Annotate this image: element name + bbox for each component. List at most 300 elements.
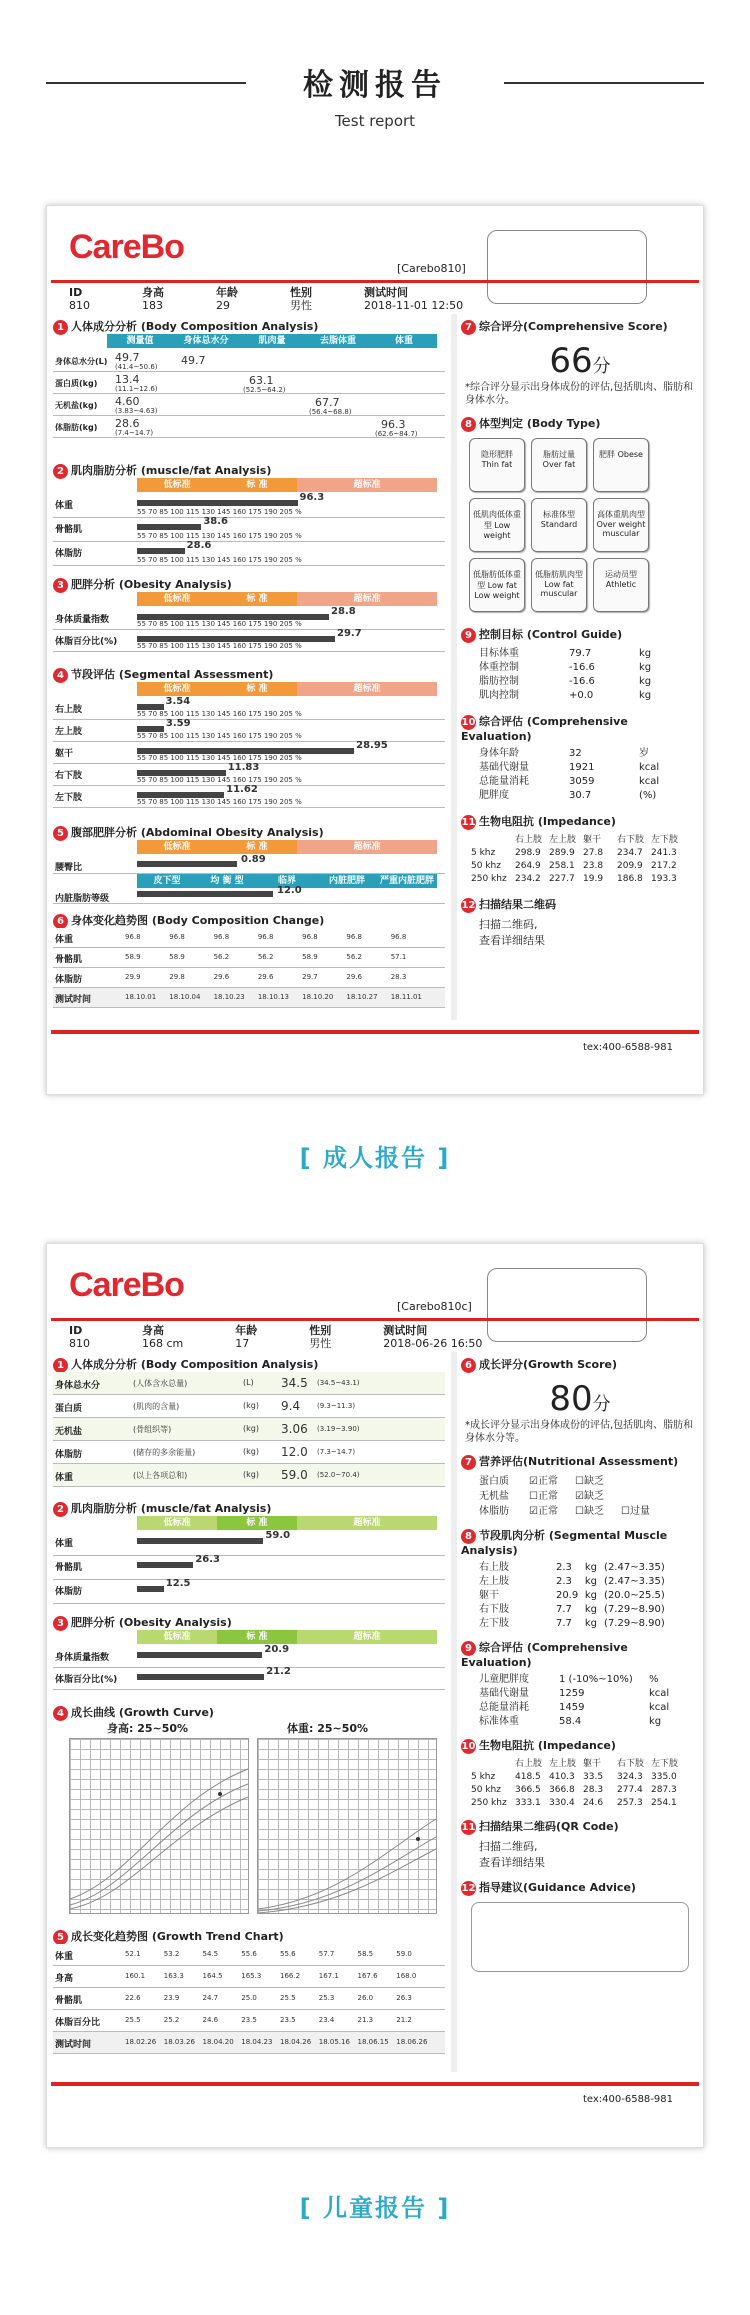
body-type-box: 肥胖 Obese xyxy=(593,438,649,492)
trend-value: 57.7 xyxy=(318,1950,335,1958)
muscle-value: 63.1 xyxy=(249,374,274,387)
value-bar xyxy=(137,1586,164,1592)
control-guide xyxy=(461,643,699,707)
bar-value: 59.0 xyxy=(265,1530,291,1541)
report-header xyxy=(0,60,750,130)
value-bar xyxy=(137,524,201,530)
band-label: 皮下型 xyxy=(137,874,197,888)
kv-cell: 目标体重 xyxy=(479,648,519,659)
info-label: 年龄 xyxy=(235,1324,258,1337)
composition-row xyxy=(53,1418,445,1441)
info-field xyxy=(69,286,116,312)
trend-value: 58.9 xyxy=(302,953,318,961)
impedance-cell: 209.9 xyxy=(617,861,643,871)
band-header xyxy=(137,592,437,606)
row-value: 34.5 xyxy=(281,1376,308,1390)
impedance-header xyxy=(471,834,689,847)
impedance-cell: 366.8 xyxy=(549,1785,575,1795)
column-divider xyxy=(451,1352,457,2072)
trend-value: 26.3 xyxy=(396,1994,412,2002)
kv-cell: -16.6 xyxy=(569,676,595,687)
score-note: *成长评分显示出身体成份的评估,包括肌肉、脂肪和身体水分等。 xyxy=(465,1420,694,1444)
trend-value: 55.6 xyxy=(280,1950,296,1958)
band-header xyxy=(137,478,437,492)
kv-row xyxy=(479,1701,681,1715)
band-label: 标 准 xyxy=(217,478,297,492)
nutrition-cell: ☑缺乏 xyxy=(575,1491,604,1502)
kv-cell: 7.7 xyxy=(555,1604,572,1615)
nutrition-cell: ☐缺乏 xyxy=(575,1506,604,1517)
row-label: 体脂肪 xyxy=(55,1587,83,1597)
trend-row xyxy=(53,1944,445,1966)
nutrition-cell xyxy=(621,1474,667,1489)
trend-value: 164.5 xyxy=(202,1972,223,1980)
row-value: 9.4 xyxy=(281,1399,301,1413)
muscle-fat-table xyxy=(53,478,445,568)
kv-cell: kg xyxy=(639,690,652,701)
trend-value: 58.9 xyxy=(169,953,185,961)
kv-cell: 躯干 xyxy=(479,1590,499,1601)
impedance-col: 右下肢 xyxy=(617,835,645,845)
score: 66分 xyxy=(549,341,611,381)
kv-cell: -16.6 xyxy=(569,662,595,673)
scale-ticks: 55 70 85 100 115 130 145 160 175 190 205 % xyxy=(137,710,302,718)
section-title: 11 生物电阻抗 (Impedance) xyxy=(461,815,616,828)
impedance-col: 躯干 xyxy=(583,1759,602,1769)
row-unit: (L) xyxy=(243,1378,254,1387)
nutrition-cell: ☐正常 xyxy=(529,1491,558,1502)
trend-value: 59.0 xyxy=(396,1950,412,1958)
trend-value: 53.2 xyxy=(163,1950,180,1958)
band-label: 超标准 xyxy=(297,478,437,492)
trend-value: 18.04.20 xyxy=(202,2038,234,2046)
impedance-cell: 257.3 xyxy=(617,1798,643,1808)
band-label: 低标准 xyxy=(137,840,217,854)
trend-row xyxy=(53,968,445,988)
trend-value: 57.1 xyxy=(390,953,407,961)
bar-value: 28.95 xyxy=(356,740,388,751)
bar-value: 20.9 xyxy=(264,1644,290,1655)
section-title: 12 扫描结果二维码 xyxy=(461,898,556,911)
info-field xyxy=(290,286,338,312)
trend-value: 25.3 xyxy=(318,1994,335,2002)
trend-value: 18.06.26 xyxy=(396,2038,428,2046)
kv-cell: 身体年龄 xyxy=(479,748,519,759)
trend-value: 168.0 xyxy=(396,1972,417,1980)
brand-logo: CareBo xyxy=(69,228,184,266)
body-type-box: 隐形肥胖 Thin fat xyxy=(469,438,525,492)
weight-growth-chart xyxy=(257,1738,437,1914)
section-title: 10 综合评估 (Comprehensive Evaluation) xyxy=(461,715,628,743)
bar-value: 38.6 xyxy=(203,516,229,527)
scale-ticks: 55 70 85 100 115 130 145 160 175 190 205 % xyxy=(137,732,302,740)
telephone: tex:400-6588-981 xyxy=(582,2094,673,2105)
info-value: 810 xyxy=(69,299,90,312)
section-title: 10 生物电阻抗 (Impedance) xyxy=(461,1739,616,1752)
impedance-cell: 33.5 xyxy=(583,1772,604,1782)
trend-value: 25.5 xyxy=(280,1994,296,2002)
trend-value: 163.3 xyxy=(163,1972,184,1980)
bar-row xyxy=(53,1580,445,1604)
trend-value: 18.02.26 xyxy=(125,2038,157,2046)
trend-value: 24.6 xyxy=(202,2016,219,2024)
col-header: 肌肉量 xyxy=(239,334,305,348)
kv-cell: 3059 xyxy=(569,776,595,787)
row-label: 体脂百分比(%) xyxy=(55,637,118,647)
value-bar xyxy=(137,861,237,867)
composition-row xyxy=(53,1441,445,1464)
band-label: 低标准 xyxy=(137,1630,217,1644)
value-bar xyxy=(137,1674,264,1680)
scale-ticks: 55 70 85 100 115 130 145 160 175 190 205 % xyxy=(137,620,302,628)
band-label: 超标准 xyxy=(297,1516,437,1530)
body-type-grid xyxy=(461,432,699,618)
info-value: 2018-11-01 12:50 xyxy=(364,299,464,312)
impedance-cell: 186.8 xyxy=(617,874,643,884)
band-label: 标 准 xyxy=(217,840,297,854)
kv-cell: +0.0 xyxy=(569,690,594,701)
impedance-header xyxy=(471,1758,689,1771)
nutrition-cell: ☑正常 xyxy=(529,1476,558,1487)
trend-value: 96.8 xyxy=(125,933,141,941)
trend-value: 18.11.01 xyxy=(390,993,422,1001)
kv-row xyxy=(479,747,681,761)
trend-value: 58.5 xyxy=(357,1950,374,1958)
band-label: 标 准 xyxy=(217,682,297,696)
adult-caption: [ 成人报告 ] xyxy=(299,1144,451,1172)
kv-cell: 2.3 xyxy=(555,1576,572,1587)
qr-text: 扫描二维码, 查看详细结果 xyxy=(479,918,545,947)
trend-value: 96.8 xyxy=(213,933,230,941)
info-field xyxy=(142,1324,209,1350)
info-value: 男性 xyxy=(290,299,312,312)
bar-row xyxy=(53,764,445,786)
nutrition-cell: ☐过量 xyxy=(621,1506,650,1517)
section-title: 5 腹部肥胖分析 (Abdominal Obesity Analysis) xyxy=(53,824,324,841)
section-title: 6 成长评分(Growth Score) xyxy=(461,1356,699,1373)
info-value: 29 xyxy=(216,299,230,312)
row-label: 骨骼肌 xyxy=(55,1563,83,1573)
section-title: 9 综合评估 (Comprehensive Evaluation) xyxy=(461,1641,628,1669)
bar-value: 3.59 xyxy=(165,718,191,729)
row-desc: (肌肉的含量) xyxy=(133,1402,180,1411)
row-range: (52.0~70.4) xyxy=(317,1471,360,1479)
body-type-box: 低脂肪低体重型 Low fat Low weight xyxy=(469,558,525,612)
trend-value: 29.7 xyxy=(302,973,318,981)
band-label: 低标准 xyxy=(137,682,217,696)
trend-value: 18.06.15 xyxy=(357,2038,389,2046)
section-title: 4 节段评估 (Segmental Assessment) xyxy=(53,666,273,683)
info-field xyxy=(235,1324,283,1350)
kv-row xyxy=(479,1589,681,1603)
trend-table xyxy=(53,1944,445,2054)
row-value: 49.7 xyxy=(115,351,140,364)
bar-value: 12.5 xyxy=(165,1578,191,1589)
kv-cell: 79.7 xyxy=(569,648,592,659)
row-value: 12.0 xyxy=(281,1445,308,1459)
impedance-cell: 298.9 xyxy=(515,848,541,858)
impedance-row xyxy=(471,860,689,873)
row-range: (41.4~50.6) xyxy=(115,363,158,371)
band-label: 均 衡 型 xyxy=(197,874,257,888)
row-label: 身体质量指数 xyxy=(55,615,110,625)
band-label: 超标准 xyxy=(297,1630,437,1644)
trend-value: 28.3 xyxy=(390,973,407,981)
row-label: 体重 xyxy=(55,501,74,511)
kv-cell: (%) xyxy=(639,790,657,801)
row-unit: (kg) xyxy=(243,1447,259,1456)
impedance-cell: 330.4 xyxy=(549,1798,575,1808)
kv-cell: % xyxy=(649,1674,659,1685)
kv-cell: 脂肪控制 xyxy=(479,676,519,687)
nutrition-cell: 无机盐 xyxy=(479,1491,509,1502)
impedance-cell: 241.3 xyxy=(651,848,677,858)
impedance-col: 左下肢 xyxy=(651,835,679,845)
kv-cell: 儿童肥胖度 xyxy=(479,1674,529,1685)
impedance-cell: 27.8 xyxy=(583,848,604,858)
bar-value: 28.6 xyxy=(186,540,212,551)
kv-cell: kg xyxy=(584,1604,597,1615)
trend-value: 18.05.16 xyxy=(318,2038,350,2046)
impedance-cell: 23.8 xyxy=(583,861,604,871)
body-composition-table xyxy=(53,1372,445,1490)
info-value: 183 xyxy=(142,299,163,312)
impedance-cell: 234.2 xyxy=(515,874,541,884)
trend-value: 167.6 xyxy=(357,1972,378,1980)
impedance-row xyxy=(471,1771,689,1784)
obesity-table xyxy=(53,592,445,654)
kv-cell: 标准体重 xyxy=(479,1716,519,1727)
muscle-range: (52.5~64.2) xyxy=(243,386,286,394)
trend-row xyxy=(53,928,445,948)
bar-value: 11.83 xyxy=(227,762,260,773)
impedance-cell: 50 khz xyxy=(471,861,501,871)
band-label: 标 准 xyxy=(217,1630,297,1644)
kv-cell: 右下肢 xyxy=(479,1604,509,1615)
kv-cell: (2.47~3.35) xyxy=(604,1562,665,1573)
comprehensive-evaluation xyxy=(461,743,699,807)
impedance-table xyxy=(461,830,699,890)
col-header: 体重 xyxy=(371,334,437,348)
trend-value: 25.5 xyxy=(125,2016,141,2024)
trend-value: 56.2 xyxy=(213,953,230,961)
child-report-card xyxy=(46,1243,704,2148)
bar-value: 26.3 xyxy=(195,1554,221,1565)
kv-cell: 肌肉控制 xyxy=(479,690,519,701)
trend-value: 96.8 xyxy=(346,933,363,941)
bar-value: 29.7 xyxy=(337,628,362,639)
scale-ticks: 55 70 85 100 115 130 145 160 175 190 205 % xyxy=(137,508,302,516)
right-column xyxy=(461,318,699,953)
impedance-cell: 333.1 xyxy=(515,1798,541,1808)
band-header xyxy=(137,682,437,696)
bar-row xyxy=(53,608,445,630)
trend-value: 29.6 xyxy=(213,973,230,981)
impedance-col: 右下肢 xyxy=(617,1759,645,1769)
comprehensive-evaluation xyxy=(461,1669,699,1733)
trend-value: 23.9 xyxy=(163,1994,180,2002)
row-desc: (骨组织等) xyxy=(133,1425,172,1434)
impedance-cell: 289.9 xyxy=(549,848,575,858)
impedance-row xyxy=(471,873,689,886)
footer-line xyxy=(51,2082,699,2086)
bar-row xyxy=(53,698,445,720)
row-label: 体脂肪(kg) xyxy=(55,423,98,432)
scale-ticks: 55 70 85 100 115 130 145 160 175 190 205 % xyxy=(137,798,302,806)
kv-cell: kcal xyxy=(639,776,660,787)
col-header: 身体总水分 xyxy=(173,334,239,348)
bar-row xyxy=(53,742,445,764)
info-label: 测试时间 xyxy=(383,1324,428,1337)
row-label: 体重 xyxy=(55,1952,74,1962)
nutrition-cell: 体脂肪 xyxy=(479,1506,509,1517)
trend-row xyxy=(53,1966,445,1988)
trend-value: 29.9 xyxy=(125,973,141,981)
value-bar xyxy=(137,500,298,506)
bar-row xyxy=(53,518,445,542)
band-label: 标 准 xyxy=(217,592,297,606)
row-desc: (以上各项总和) xyxy=(133,1471,188,1480)
trend-value: 25.0 xyxy=(241,1994,257,2002)
row-label: 身体总水分(L) xyxy=(55,357,108,366)
trend-value: 22.6 xyxy=(125,1994,141,2002)
row-label: 身体总水分 xyxy=(55,1381,101,1391)
info-field xyxy=(309,1324,357,1350)
row-label: 体脂百分比 xyxy=(55,2018,101,2028)
section-title: 9 控制目标 (Control Guide) xyxy=(461,626,699,643)
kv-cell: (7.29~8.90) xyxy=(604,1618,665,1629)
kv-row xyxy=(479,1617,681,1631)
row-value: 59.0 xyxy=(281,1468,308,1482)
trend-value: 21.2 xyxy=(396,2016,412,2024)
kv-row xyxy=(479,775,681,789)
trend-value: 56.2 xyxy=(257,953,274,961)
obesity-table xyxy=(53,1630,445,1692)
kv-cell: kg xyxy=(584,1590,597,1601)
row-value: 28.6 xyxy=(115,417,140,430)
row-unit: (kg) xyxy=(243,1424,259,1433)
row-range: (7.4~14.7) xyxy=(115,429,154,437)
kv-cell: 左上肢 xyxy=(479,1576,509,1587)
bar-row xyxy=(53,630,445,652)
impedance-cell: 193.3 xyxy=(651,874,677,884)
trend-value: 29.6 xyxy=(257,973,274,981)
impedance-cell: 258.1 xyxy=(549,861,575,871)
bar-row xyxy=(53,494,445,518)
header-line-left xyxy=(46,82,246,84)
section-title: 8 节段肌肉分析 (Segmental Muscle Analysis) xyxy=(461,1529,668,1557)
kv-cell: 1 (-10%~10%) xyxy=(559,1674,633,1685)
kv-row xyxy=(479,661,681,675)
kv-cell: 左下肢 xyxy=(479,1618,509,1629)
kv-cell: kg xyxy=(584,1562,597,1573)
kv-row xyxy=(479,647,681,661)
row-label: 内脏脂肪等级 xyxy=(55,894,110,904)
value-bar xyxy=(137,1562,193,1568)
segmental-table xyxy=(53,682,445,814)
kv-cell: 岁 xyxy=(639,748,649,759)
impedance-cell: 5 khz xyxy=(471,1772,496,1782)
trend-value: 160.1 xyxy=(125,1972,146,1980)
trend-row xyxy=(53,1988,445,2010)
scale-ticks: 55 70 85 100 115 130 145 160 175 190 205 % xyxy=(137,754,302,762)
bar-row xyxy=(53,542,445,566)
kv-cell: 总能量消耗 xyxy=(479,1702,529,1713)
composition-row xyxy=(53,350,445,372)
body-type-box: 脂肪过量 Over fat xyxy=(531,438,587,492)
info-label: 年龄 xyxy=(216,286,238,299)
trend-value: 55.6 xyxy=(241,1950,257,1958)
trend-value: 23.5 xyxy=(280,2016,296,2024)
kv-cell: 2.3 xyxy=(555,1562,572,1573)
kv-cell: 1259 xyxy=(559,1688,585,1699)
trend-value: 23.4 xyxy=(318,2016,335,2024)
row-label: 身高 xyxy=(55,1974,74,1984)
height-growth-chart xyxy=(69,1738,249,1914)
trend-row xyxy=(53,948,445,968)
row-label: 体重 xyxy=(55,1473,74,1483)
band-label: 超标准 xyxy=(297,840,437,854)
band-header xyxy=(137,1630,437,1644)
height-percentile: 身高: 25~50% xyxy=(107,1722,189,1735)
value-bar xyxy=(137,1538,263,1544)
row-label: 体重 xyxy=(55,1539,74,1549)
brand-logo: CareBo xyxy=(69,1266,184,1304)
row-label: 骨骼肌 xyxy=(55,1996,83,2006)
row-value: 13.4 xyxy=(115,373,140,386)
impedance-row xyxy=(471,1784,689,1797)
section-title: 2 肌肉脂肪分析 (muscle/fat Analysis) xyxy=(53,462,271,479)
body-type-box: 标准体型 Standard xyxy=(531,498,587,552)
kv-cell: (2.47~3.35) xyxy=(604,1576,665,1587)
kv-row xyxy=(479,1561,681,1575)
trend-value: 166.2 xyxy=(280,1972,301,1980)
trend-row xyxy=(53,988,445,1008)
band-header xyxy=(137,1516,437,1530)
lean-value: 67.7 xyxy=(315,396,340,409)
kv-cell: 总能量消耗 xyxy=(479,776,529,787)
section-title: 2 肌肉脂肪分析 (muscle/fat Analysis) xyxy=(53,1500,271,1517)
trend-value: 25.2 xyxy=(163,2016,180,2024)
body-composition-table xyxy=(53,334,445,442)
kv-cell: (20.0~25.5) xyxy=(604,1590,665,1601)
impedance-cell: 410.3 xyxy=(549,1772,575,1782)
bar-value: 28.8 xyxy=(331,606,356,617)
segmental-muscle xyxy=(461,1557,699,1635)
band-label: 低标准 xyxy=(137,478,217,492)
nutrition-cell: ☑正常 xyxy=(529,1506,558,1517)
kv-row xyxy=(479,1575,681,1589)
trend-value: 18.10.27 xyxy=(346,993,378,1001)
composition-row xyxy=(53,394,445,416)
info-label: ID xyxy=(69,286,83,299)
telephone: tex:400-6588-981 xyxy=(582,1042,673,1053)
row-range: (34.5~43.1) xyxy=(317,1379,360,1387)
kv-cell: kcal xyxy=(649,1688,670,1699)
band-label: 超标准 xyxy=(297,592,437,606)
impedance-table xyxy=(461,1754,699,1814)
abdominal-table xyxy=(53,840,445,902)
impedance-row xyxy=(471,1797,689,1810)
kv-cell: (7.29~8.90) xyxy=(604,1604,665,1615)
nutrition-row xyxy=(479,1474,681,1489)
trend-value: 24.7 xyxy=(202,1994,219,2002)
bar-row xyxy=(53,786,445,808)
kv-row xyxy=(479,1603,681,1617)
section-title: 7 综合评分(Comprehensive Score) xyxy=(461,318,699,335)
impedance-cell: 5 khz xyxy=(471,848,496,858)
info-value: 男性 xyxy=(309,1337,332,1350)
